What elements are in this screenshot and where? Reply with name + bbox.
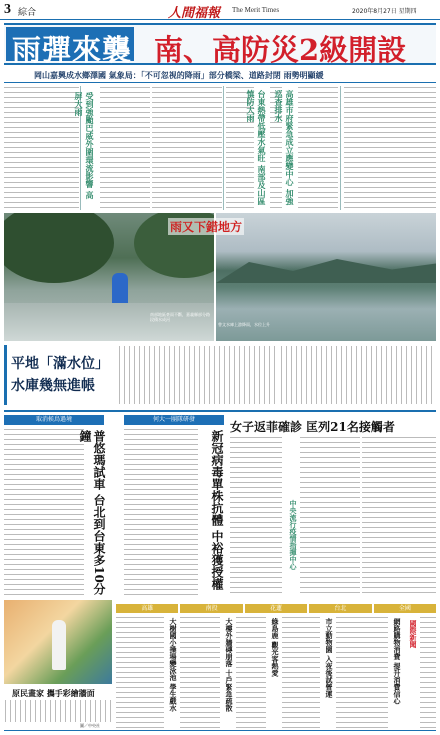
article-column-7 (344, 86, 436, 210)
headline-train: 普悠瑪試車 台北到台東多10分鐘 (78, 430, 106, 595)
page-number: 3 (4, 2, 11, 17)
region-head-nantou: 大樓外牆磚崩落 十戶緊急疏散 (225, 618, 234, 712)
region-head-kaohsiung: 大樹國小操場變泳池 學生戲水 (169, 618, 178, 712)
mountain-shape (216, 253, 436, 283)
subhead-epidemic: 中央流行疫情指揮中心 (289, 500, 297, 570)
article-body-lower-2 (280, 346, 436, 404)
person-figure (52, 620, 66, 670)
article-column-6 (298, 86, 338, 210)
photo-caption-right: 曾文水庫上游降雨，水位上升 (218, 322, 270, 327)
photo-caption-left: 南部地區豪雨不斷，嘉義縣部分路段積水成河 (150, 312, 210, 322)
column-divider (340, 86, 341, 210)
article-column-1 (4, 86, 79, 210)
article-body-lower-1 (118, 346, 276, 404)
banner-right-text: 南、高防災2級開設 (154, 33, 407, 67)
article-column-antibody (124, 428, 198, 598)
article-column-train (4, 428, 84, 598)
tag-mid: 何大一團隊研發 (124, 415, 224, 425)
region-body-taipei (282, 616, 320, 728)
region-body-hualien (236, 616, 266, 728)
issue-date: 2020年8月27日 星期四 (352, 8, 417, 15)
headline-banner (4, 23, 436, 65)
headline-antibody: 新冠病毒單株抗體 中裕獲授權 (210, 430, 224, 591)
region-national-side: 國際新聞 (409, 620, 417, 648)
region-body-national-2 (420, 616, 436, 728)
headline-confirmed-case: 女子返菲確診 匡列21名接觸者 (230, 420, 395, 434)
banner-left-box (6, 27, 134, 67)
region-tag-nantou: 南投 (180, 604, 242, 613)
region-bar (116, 604, 436, 613)
pullquote-line1: 平地「滿水位」 (11, 356, 109, 372)
article-column-2 (100, 86, 150, 210)
page-header (0, 0, 440, 20)
tree-shape (4, 213, 114, 283)
region-tag-kaohsiung: 高雄 (116, 604, 178, 613)
masthead: 人間福報 (168, 6, 221, 21)
photo-mural-caption-body (4, 700, 112, 722)
pullquote (4, 345, 114, 405)
region-body-national (336, 616, 388, 728)
tag-left: 取消候鳥過境 (4, 415, 104, 425)
side-head-a: 受到強颱巴威外圍環流影響 高屏大雨 (74, 92, 95, 199)
region-tag-hualien: 花蓮 (245, 604, 307, 613)
side-head-c: 高雄市府緊急成立應變中心 加強巡查排水 (274, 90, 295, 205)
region-tag-national: 全國 (374, 604, 436, 613)
floodwater (4, 303, 214, 341)
photo-mural-caption-title: 原民畫家 攜手彩繪牆面 (12, 689, 95, 698)
person-blue-raincoat (112, 273, 128, 307)
photo-mural (4, 600, 112, 684)
article-column-case-2 (300, 436, 360, 596)
section-rule (4, 410, 436, 412)
region-body-kaohsiung (116, 616, 164, 728)
pullquote-line2: 水庫幾無進帳 (11, 378, 95, 394)
article-column-case-3 (362, 436, 436, 596)
region-head-taipei: 市立動物園 入夜後試營運 (325, 618, 334, 698)
article-column-3 (152, 86, 222, 210)
banner-left-text: 雨彈來襲 (12, 33, 133, 67)
region-body-nantou (180, 616, 220, 728)
region-head-hualien: 綠島鹿 觀光客熱愛 (271, 618, 280, 677)
region-tag-taipei: 台北 (309, 604, 371, 613)
subheadline (4, 67, 436, 83)
subheadline-text: 岡山嘉興成水鄉澤國 氣象局：「不可忽視的降雨」部分橋梁、道路封閉 雨勢明顯緩 (34, 71, 324, 80)
masthead-en: The Merit Times (232, 6, 280, 14)
column-divider (223, 86, 224, 210)
article-column-case-1 (230, 436, 282, 596)
region-head-national: 網路購物消費 提升消費信心 (393, 618, 402, 705)
section-label: 綜合 (18, 8, 37, 18)
page-bottom-rule (4, 730, 436, 731)
photo-mural-credit: 圖／中央社 (80, 723, 100, 728)
side-head-b: 台東熱帶低壓水氣旺 南部及山區慎防大雨 (246, 90, 267, 205)
photo-title: 雨又下錯地方 (170, 220, 243, 234)
